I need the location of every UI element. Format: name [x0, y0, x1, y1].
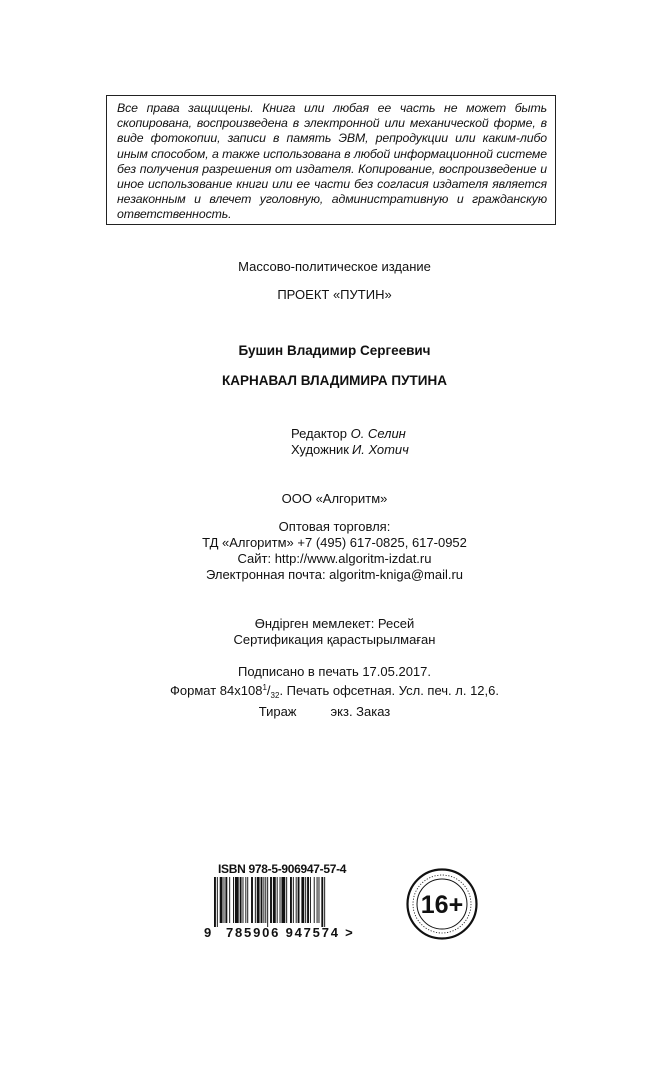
barcode-bar: [224, 877, 225, 923]
barcode-bar: [245, 877, 246, 923]
barcode-bar: [214, 877, 216, 927]
barcode-bar: [281, 877, 285, 923]
editor-line: [291, 426, 409, 442]
artist-name: И. Хотич: [351, 442, 409, 457]
barcode-bar: [307, 877, 309, 923]
author-name: Бушин Владимир Сергеевич: [238, 343, 431, 358]
barcode-bar: [293, 877, 294, 923]
ean-first-digit: 9: [204, 925, 212, 940]
age-rating-badge: [406, 868, 478, 940]
editor-name: О. Селин: [350, 426, 406, 441]
barcode-bar: [267, 877, 268, 927]
country-line: Өндірген мемлекет: Ресей: [254, 616, 415, 631]
barcode-bar: [301, 877, 304, 923]
barcode-bar: [251, 877, 253, 923]
barcode-bar: [220, 877, 223, 923]
signed-line: Подписано в печать 17.05.2017.: [237, 664, 431, 679]
project-name: ПРОЕКТ «ПУТИН»: [277, 287, 392, 302]
barcode-bar: [290, 877, 292, 923]
artist-label: Художник: [291, 442, 349, 457]
barcode-bar: [310, 877, 311, 923]
barcode-bar: [247, 877, 248, 923]
barcode-bar: [296, 877, 297, 923]
editor-label: Редактор: [291, 426, 347, 441]
barcode-bar: [243, 877, 244, 923]
barcode-bar: [261, 877, 263, 923]
isbn-number: ISBN 978-5-906947-57-4: [218, 862, 347, 876]
barcode-bar: [255, 877, 256, 923]
barcode-bar: [277, 877, 278, 923]
barcode-bar: [317, 877, 318, 923]
barcode-bar: [235, 877, 239, 923]
barcode-bar: [257, 877, 260, 923]
format-line: Формат $84x108^1/_{32}$. Печать офсетная. Усл. печ. л. 12,6.: [170, 683, 499, 700]
barcode-bar: [225, 877, 227, 923]
contacts-block: [0, 519, 669, 583]
barcode-bar: [229, 877, 230, 923]
wholesale-label: Оптовая торговля:: [278, 519, 391, 534]
kazakh-block: [0, 616, 669, 648]
certification-line: Сертификация қарастырылмаған: [233, 632, 436, 647]
barcode-bar: [273, 877, 276, 923]
barcode-bar: [321, 877, 323, 927]
barcode-bar: [286, 877, 287, 923]
rights-notice-text: Все права защищены. Книга или любая ее часть не может быть скопирована, воспроизведена в электронной или механической форме, в виде фотокопии, записи в память ЭВМ, репродукции или каким-либо иным способом, а также использована в любой информационной системе без получения разрешения от издателя. Копирование, воспроизведение и иное использование книги или ее части без согласия издателя является незаконным и влечет уголовную, административную и гражданскую ответственность.: [117, 101, 547, 222]
barcode-bar: [314, 877, 315, 923]
book-title: КАРНАВАЛ ВЛАДИМИРА ПУТИНА: [222, 373, 447, 388]
barcode-bar: [280, 877, 281, 923]
barcode-bar: [324, 877, 325, 927]
barcode-bar: [233, 877, 234, 923]
barcode-bar: [319, 877, 320, 923]
run-line: Тираж экз. Заказ: [258, 704, 391, 719]
publisher-name: ООО «Алгоритм»: [281, 491, 388, 506]
print-info-block: [0, 664, 669, 720]
barcode-bar: [217, 877, 218, 927]
barcode-bar: [265, 877, 266, 923]
barcode-bar: [305, 877, 306, 923]
barcode-bar: [270, 877, 272, 923]
phones-line: ТД «Алгоритм» +7 (495) 617-0825, 617-0952: [202, 535, 467, 550]
barcode-bar: [263, 877, 264, 923]
credits-block: [291, 426, 409, 458]
artist-line: [291, 442, 409, 458]
site-line: Сайт: http://www.algoritm-izdat.ru: [237, 551, 432, 566]
barcode-bar: [298, 877, 300, 923]
barcode-bar: [240, 877, 242, 923]
rights-notice-box: [106, 95, 556, 225]
barcode-bars: [214, 877, 360, 927]
age-rating-label: 16+: [420, 891, 464, 919]
email-line: Электронная почта: algoritm-kniga@mail.ru: [205, 567, 464, 582]
isbn-barcode: [200, 862, 370, 944]
ean-digits: 785906 947574 >: [226, 925, 355, 940]
edition-type: Массово-политическое издание: [238, 259, 431, 274]
